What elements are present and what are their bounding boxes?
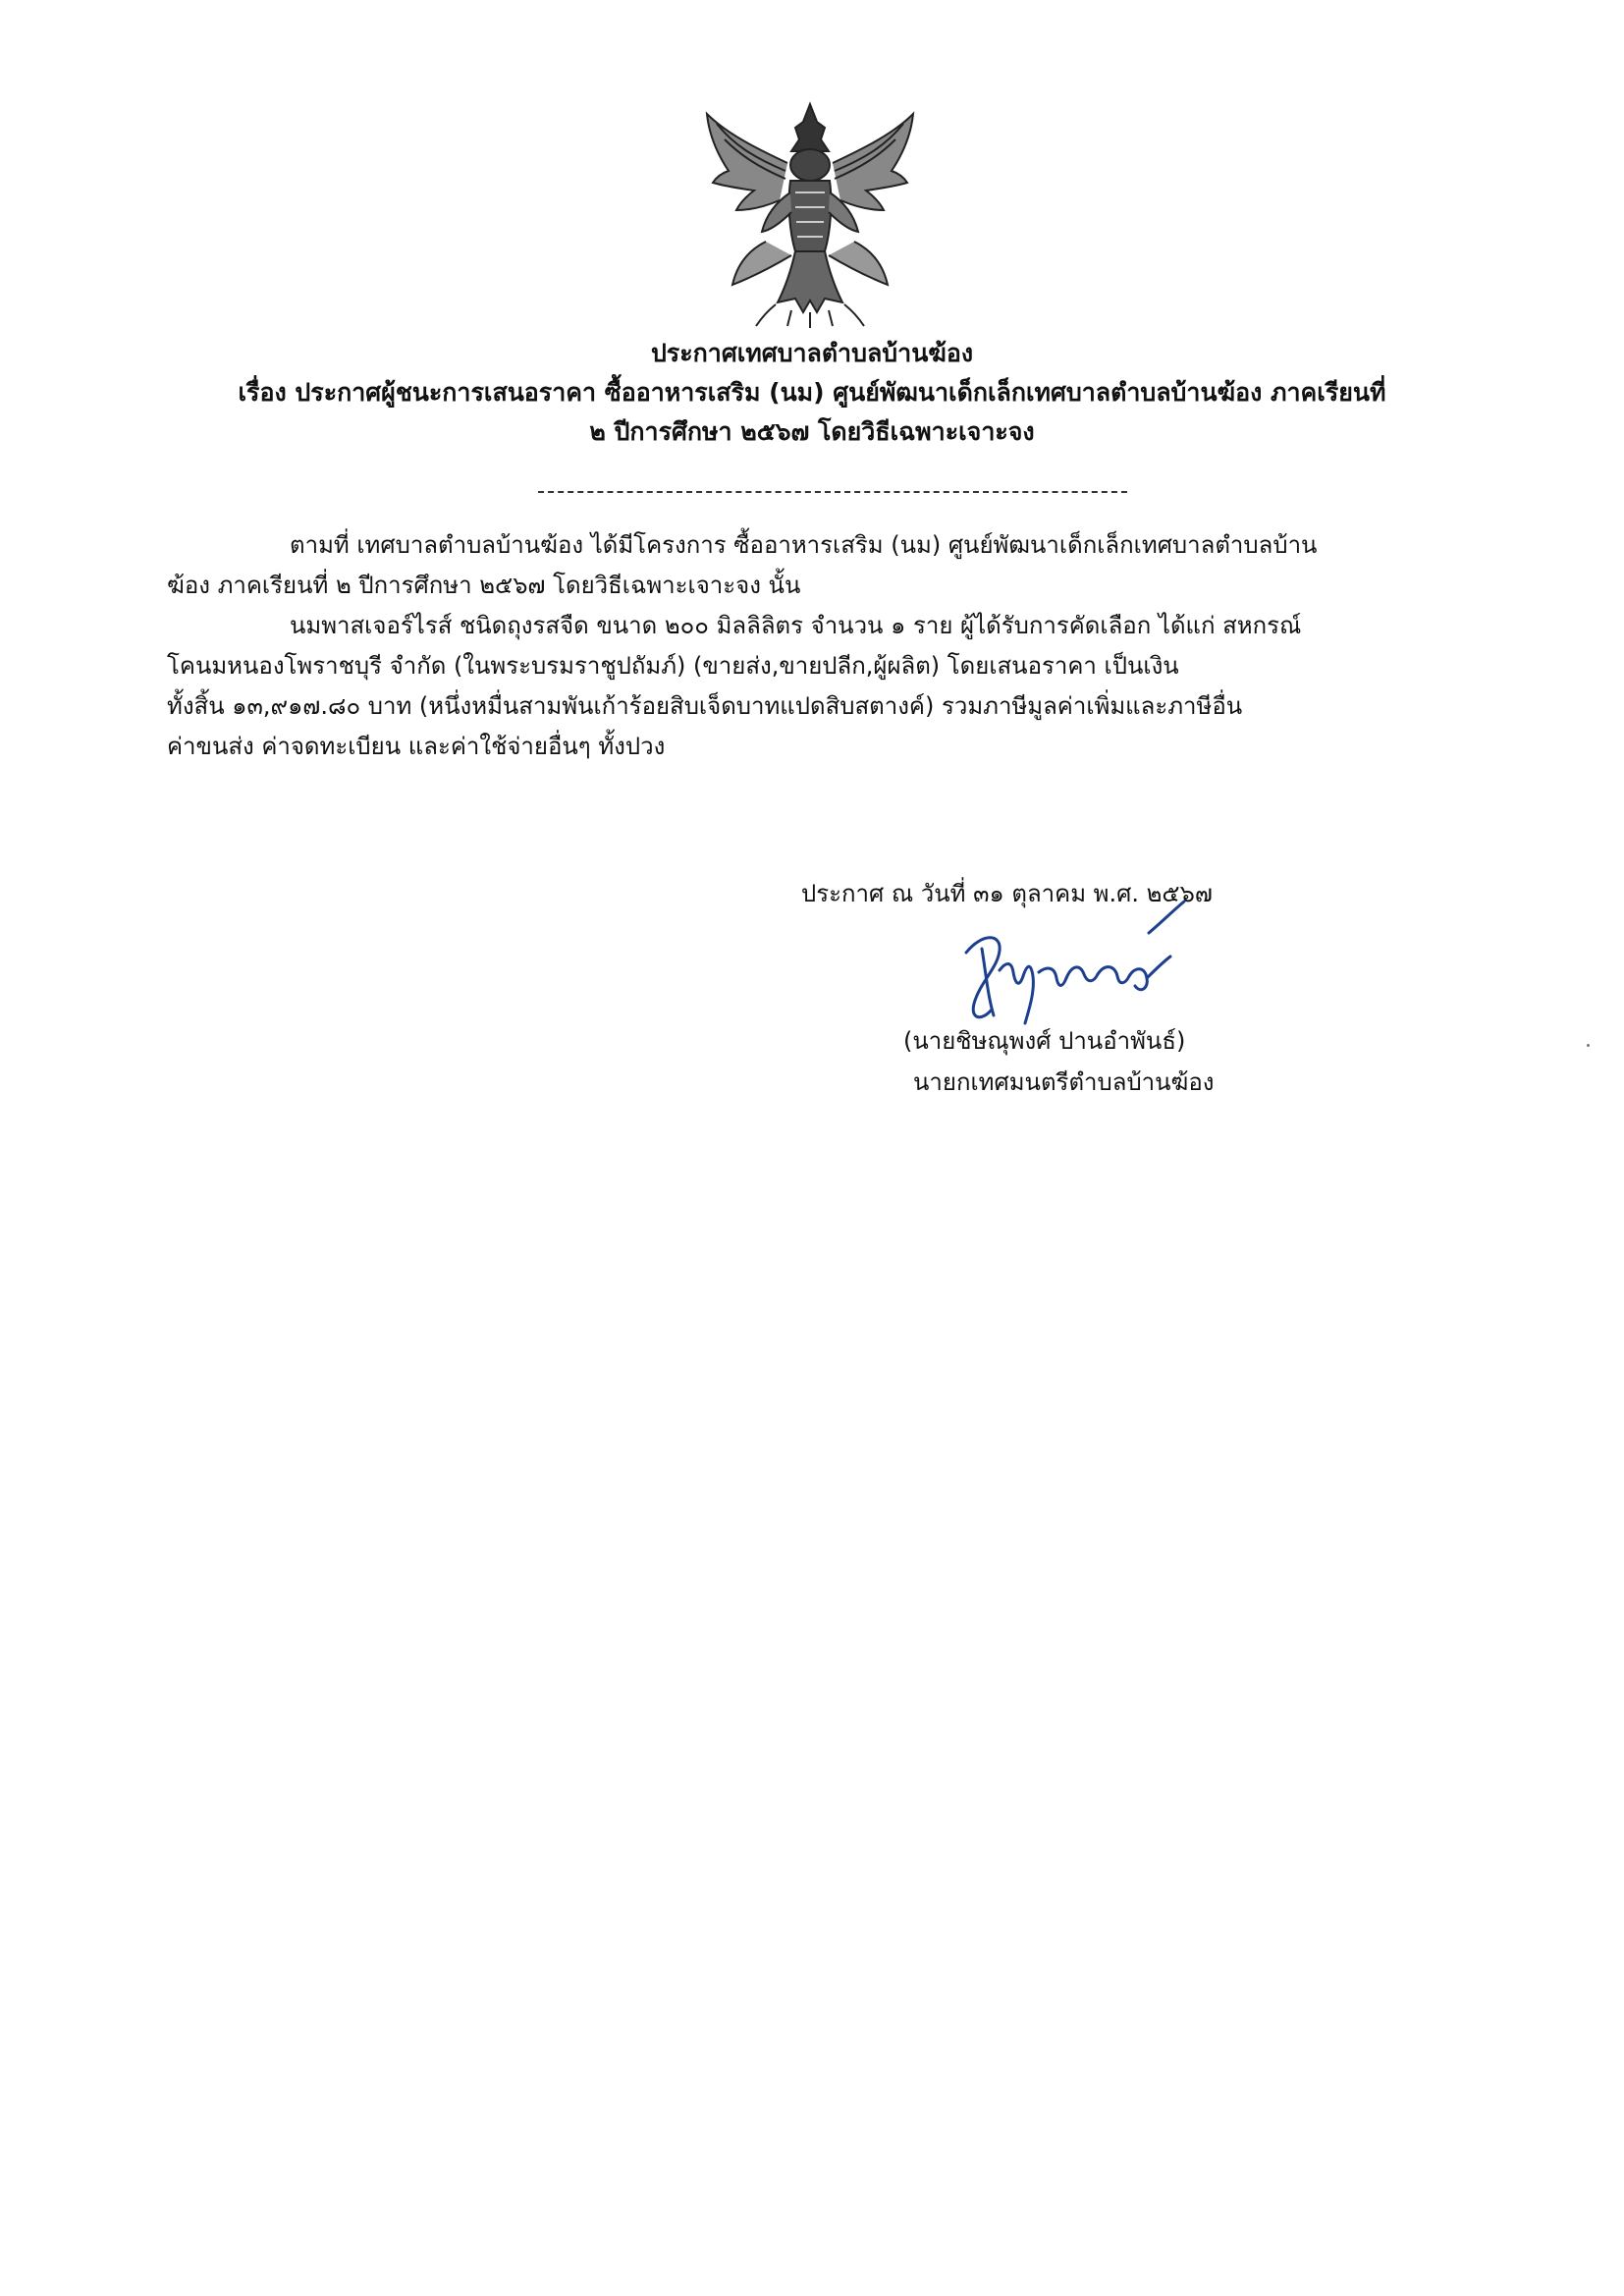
dashed-divider: [538, 491, 1127, 493]
paragraph-1-line-1: ตามที่ เทศบาลตำบลบ้านฆ้อง ได้มีโครงการ ซื้ออาหารเสริม (นม) ศูนย์พัฒนาเด็กเล็กเทศบาลตำบลบ้าน: [290, 531, 1318, 559]
paragraph-1-line-2: ฆ้อง ภาคเรียนที่ ๒ ปีการศึกษา ๒๕๖๗ โดยวิธีเฉพาะเจาะจง นั้น: [167, 572, 801, 599]
paragraph-2-line-3: ทั้งสิ้น ๑๓,๙๑๗.๘๐ บาท (หนึ่งหมื่นสามพันเก้าร้อยสิบเจ็ดบาทแปดสิบสตางค์) รวมภาษีมูลค่าเพิ่มและภาษีอื่น: [167, 692, 1243, 720]
organization-title: ประกาศเทศบาลตำบลบ้านฆ้อง: [650, 339, 974, 367]
signer-position: นายกเทศมนตรีตำบลบ้านฆ้อง: [913, 1068, 1215, 1096]
scan-speck: [1587, 1044, 1590, 1047]
announcement-date: ประกาศ ณ วันที่ ๓๑ ตุลาคม พ.ศ. ๒๕๖๗: [801, 880, 1213, 907]
paragraph-2-line-2: โคนมหนองโพราชบุรี จำกัด (ในพระบรมราชูปถัมภ์) (ขายส่ง,ขายปลีก,ผู้ผลิต) โดยเสนอราคา เป็นเงิน: [167, 652, 1179, 680]
subject-line-2: ๒ ปีการศึกษา ๒๕๖๗ โดยวิธีเฉพาะเจาะจง: [589, 417, 1035, 446]
garuda-emblem-icon: [697, 94, 923, 330]
paragraph-2-line-4: ค่าขนส่ง ค่าจดทะเบียน และค่าใช้จ่ายอื่นๆ ทั้งปวง: [167, 733, 666, 760]
handwritten-signature-icon: [952, 894, 1188, 1031]
signer-name: (นายชิษณุพงศ์ ปานอำพันธ์): [903, 1027, 1186, 1055]
title-block: [118, 334, 1506, 452]
paragraph-2-line-1: นมพาสเจอร์ไรส์ ชนิดถุงรสจืด ขนาด ๒๐๐ มิลลิลิตร จำนวน ๑ ราย ผู้ได้รับการคัดเลือก ได้แก่ สหกรณ์: [290, 612, 1302, 639]
signature-block: [766, 874, 1394, 1129]
announcement-body: [167, 525, 1459, 767]
subject-line-1: เรื่อง ประกาศผู้ชนะการเสนอราคา ซื้ออาหารเสริม (นม) ศูนย์พัฒนาเด็กเล็กเทศบาลตำบลบ้านฆ้อง ภาคเรียนที่: [238, 378, 1386, 407]
